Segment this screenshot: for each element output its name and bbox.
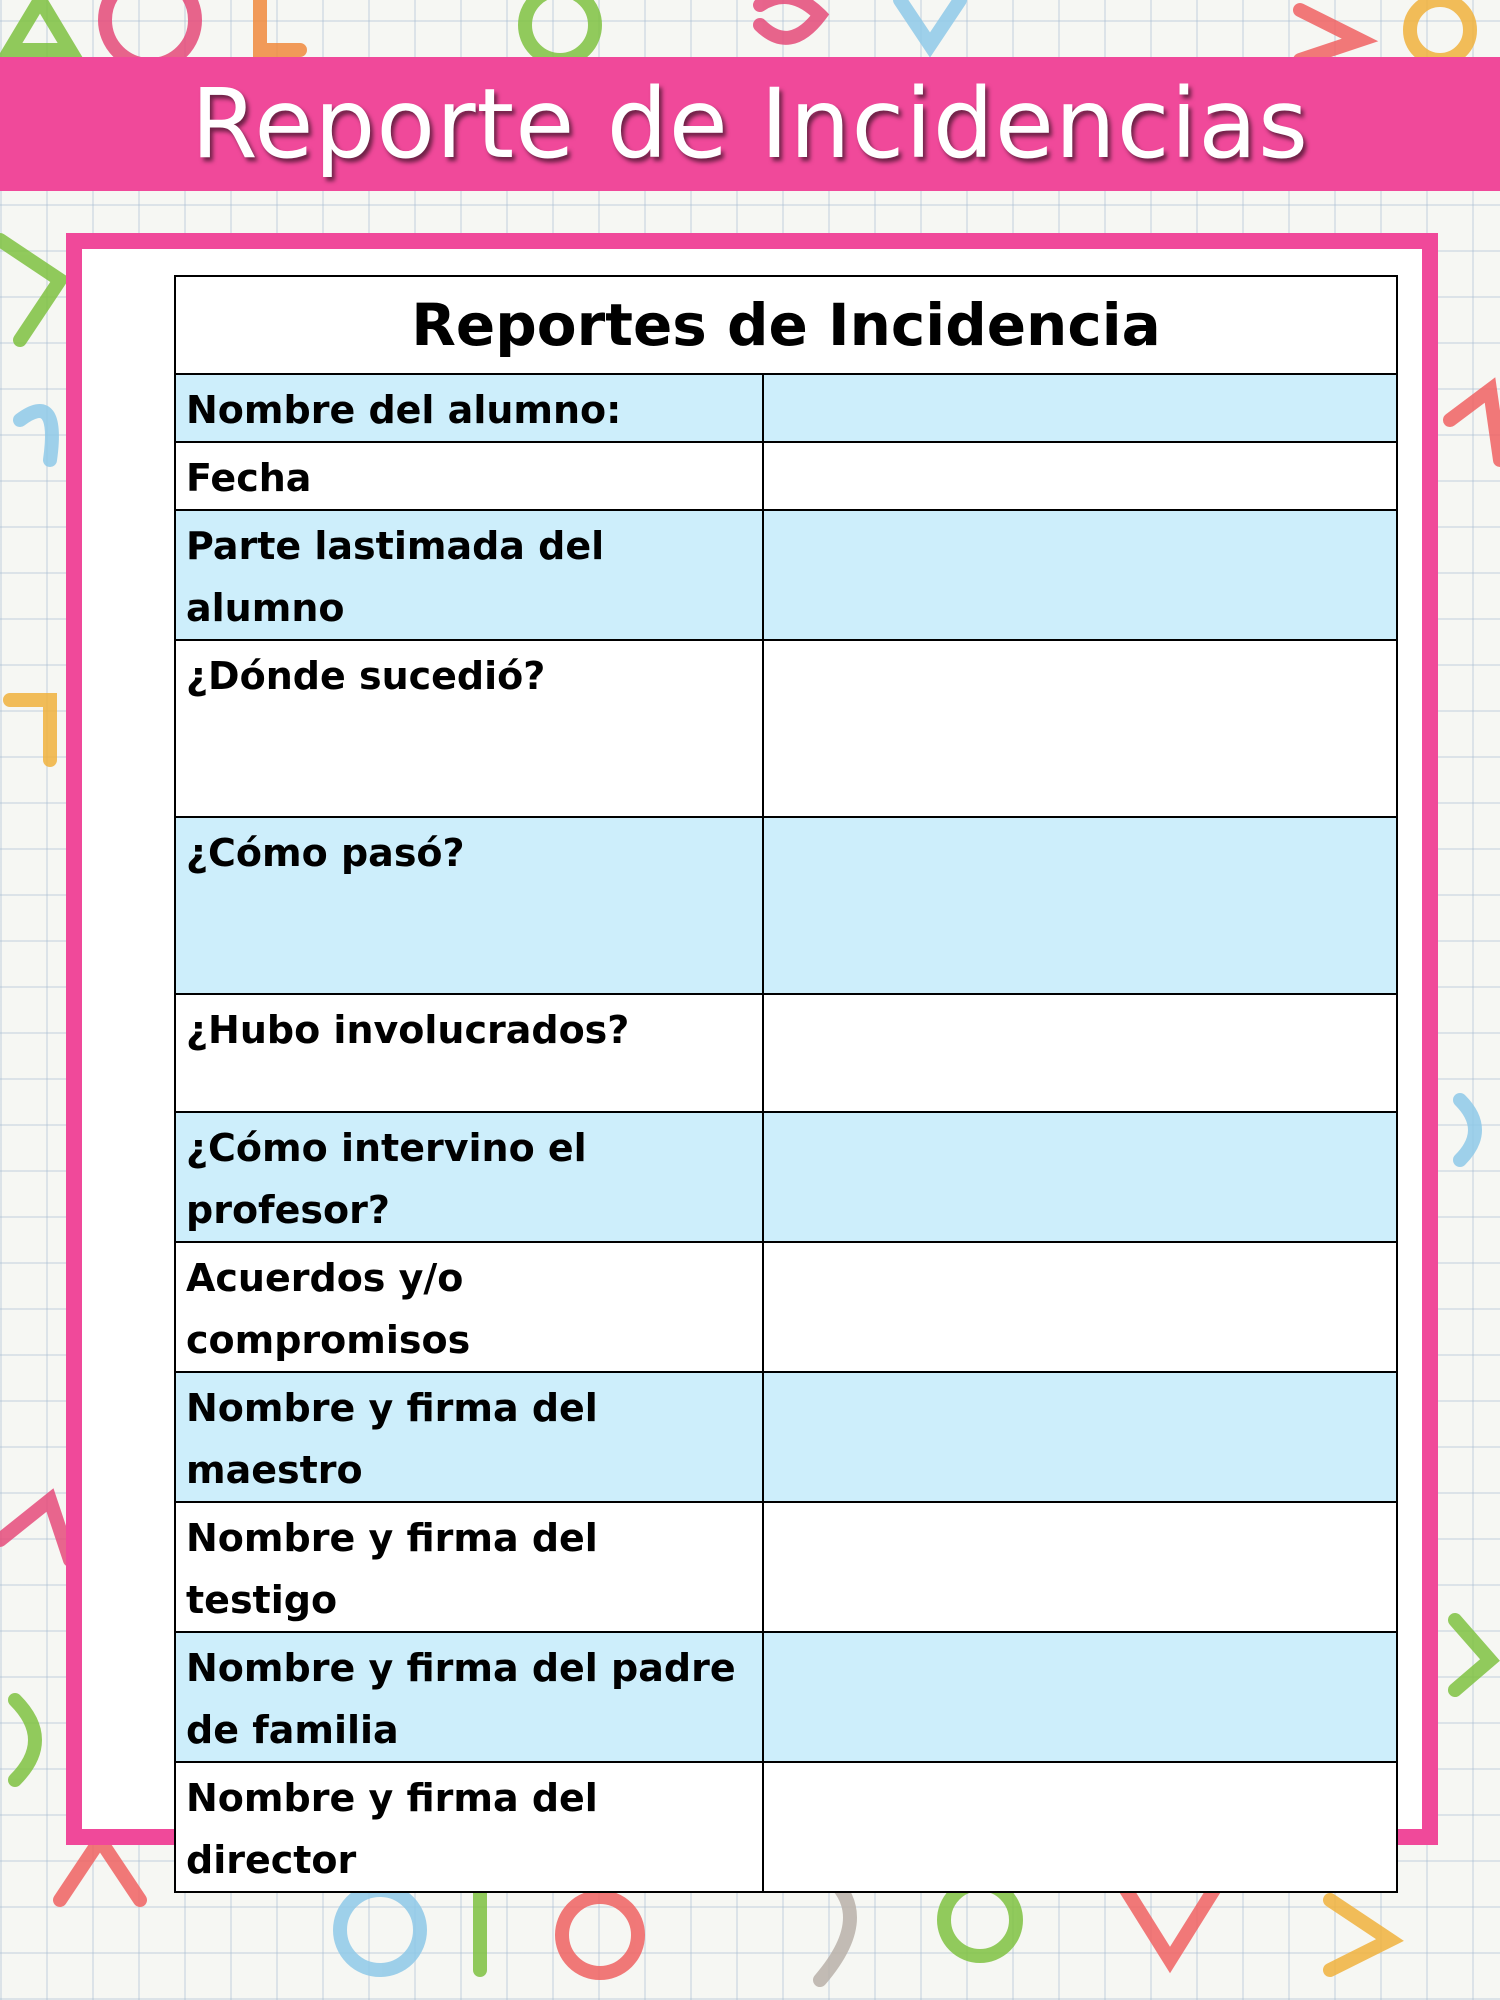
table-header-row [175, 276, 1397, 374]
table-row [175, 374, 1397, 442]
field-label-teacher-signature: Nombre y firma del maestro [175, 1372, 763, 1502]
table-row [175, 1372, 1397, 1502]
table-row [175, 510, 1397, 640]
field-label-parent-signature: Nombre y firma del padre de familia [175, 1632, 763, 1762]
field-label-agreements: Acuerdos y/o compromisos [175, 1242, 763, 1372]
page-title: Reporte de Incidencias [190, 68, 1310, 180]
table-row [175, 817, 1397, 994]
table-row [175, 1502, 1397, 1632]
field-label-witness-signature: Nombre y firma del testigo [175, 1502, 763, 1632]
field-label-injured-part: Parte lastimada del alumno [175, 510, 763, 640]
field-input-director-signature[interactable] [763, 1762, 1397, 1892]
field-input-date[interactable] [763, 442, 1397, 510]
table-row [175, 1632, 1397, 1762]
table-row [175, 1112, 1397, 1242]
field-label-how: ¿Cómo pasó? [175, 817, 763, 994]
form-title: Reportes de Incidencia [175, 276, 1397, 374]
field-label-director-signature: Nombre y firma del director [175, 1762, 763, 1892]
field-input-injured-part[interactable] [763, 510, 1397, 640]
field-input-where[interactable] [763, 640, 1397, 817]
field-input-parent-signature[interactable] [763, 1632, 1397, 1762]
field-input-involved[interactable] [763, 994, 1397, 1112]
table-row [175, 994, 1397, 1112]
field-label-where: ¿Dónde sucedió? [175, 640, 763, 817]
table-row [175, 1762, 1397, 1892]
field-label-teacher-intervention: ¿Cómo intervino el profesor? [175, 1112, 763, 1242]
field-label-student-name: Nombre del alumno: [175, 374, 763, 442]
field-input-agreements[interactable] [763, 1242, 1397, 1372]
field-input-teacher-signature[interactable] [763, 1372, 1397, 1502]
form-sheet [82, 249, 1422, 1882]
incident-report-table [174, 275, 1398, 1893]
form-frame [66, 233, 1438, 1882]
field-input-how[interactable] [763, 817, 1397, 994]
table-row [175, 442, 1397, 510]
field-input-witness-signature[interactable] [763, 1502, 1397, 1632]
field-label-involved: ¿Hubo involucrados? [175, 994, 763, 1112]
field-input-student-name[interactable] [763, 374, 1397, 442]
title-banner [0, 57, 1500, 191]
field-label-date: Fecha [175, 442, 763, 510]
table-row [175, 640, 1397, 817]
table-row [175, 1242, 1397, 1372]
field-input-teacher-intervention[interactable] [763, 1112, 1397, 1242]
